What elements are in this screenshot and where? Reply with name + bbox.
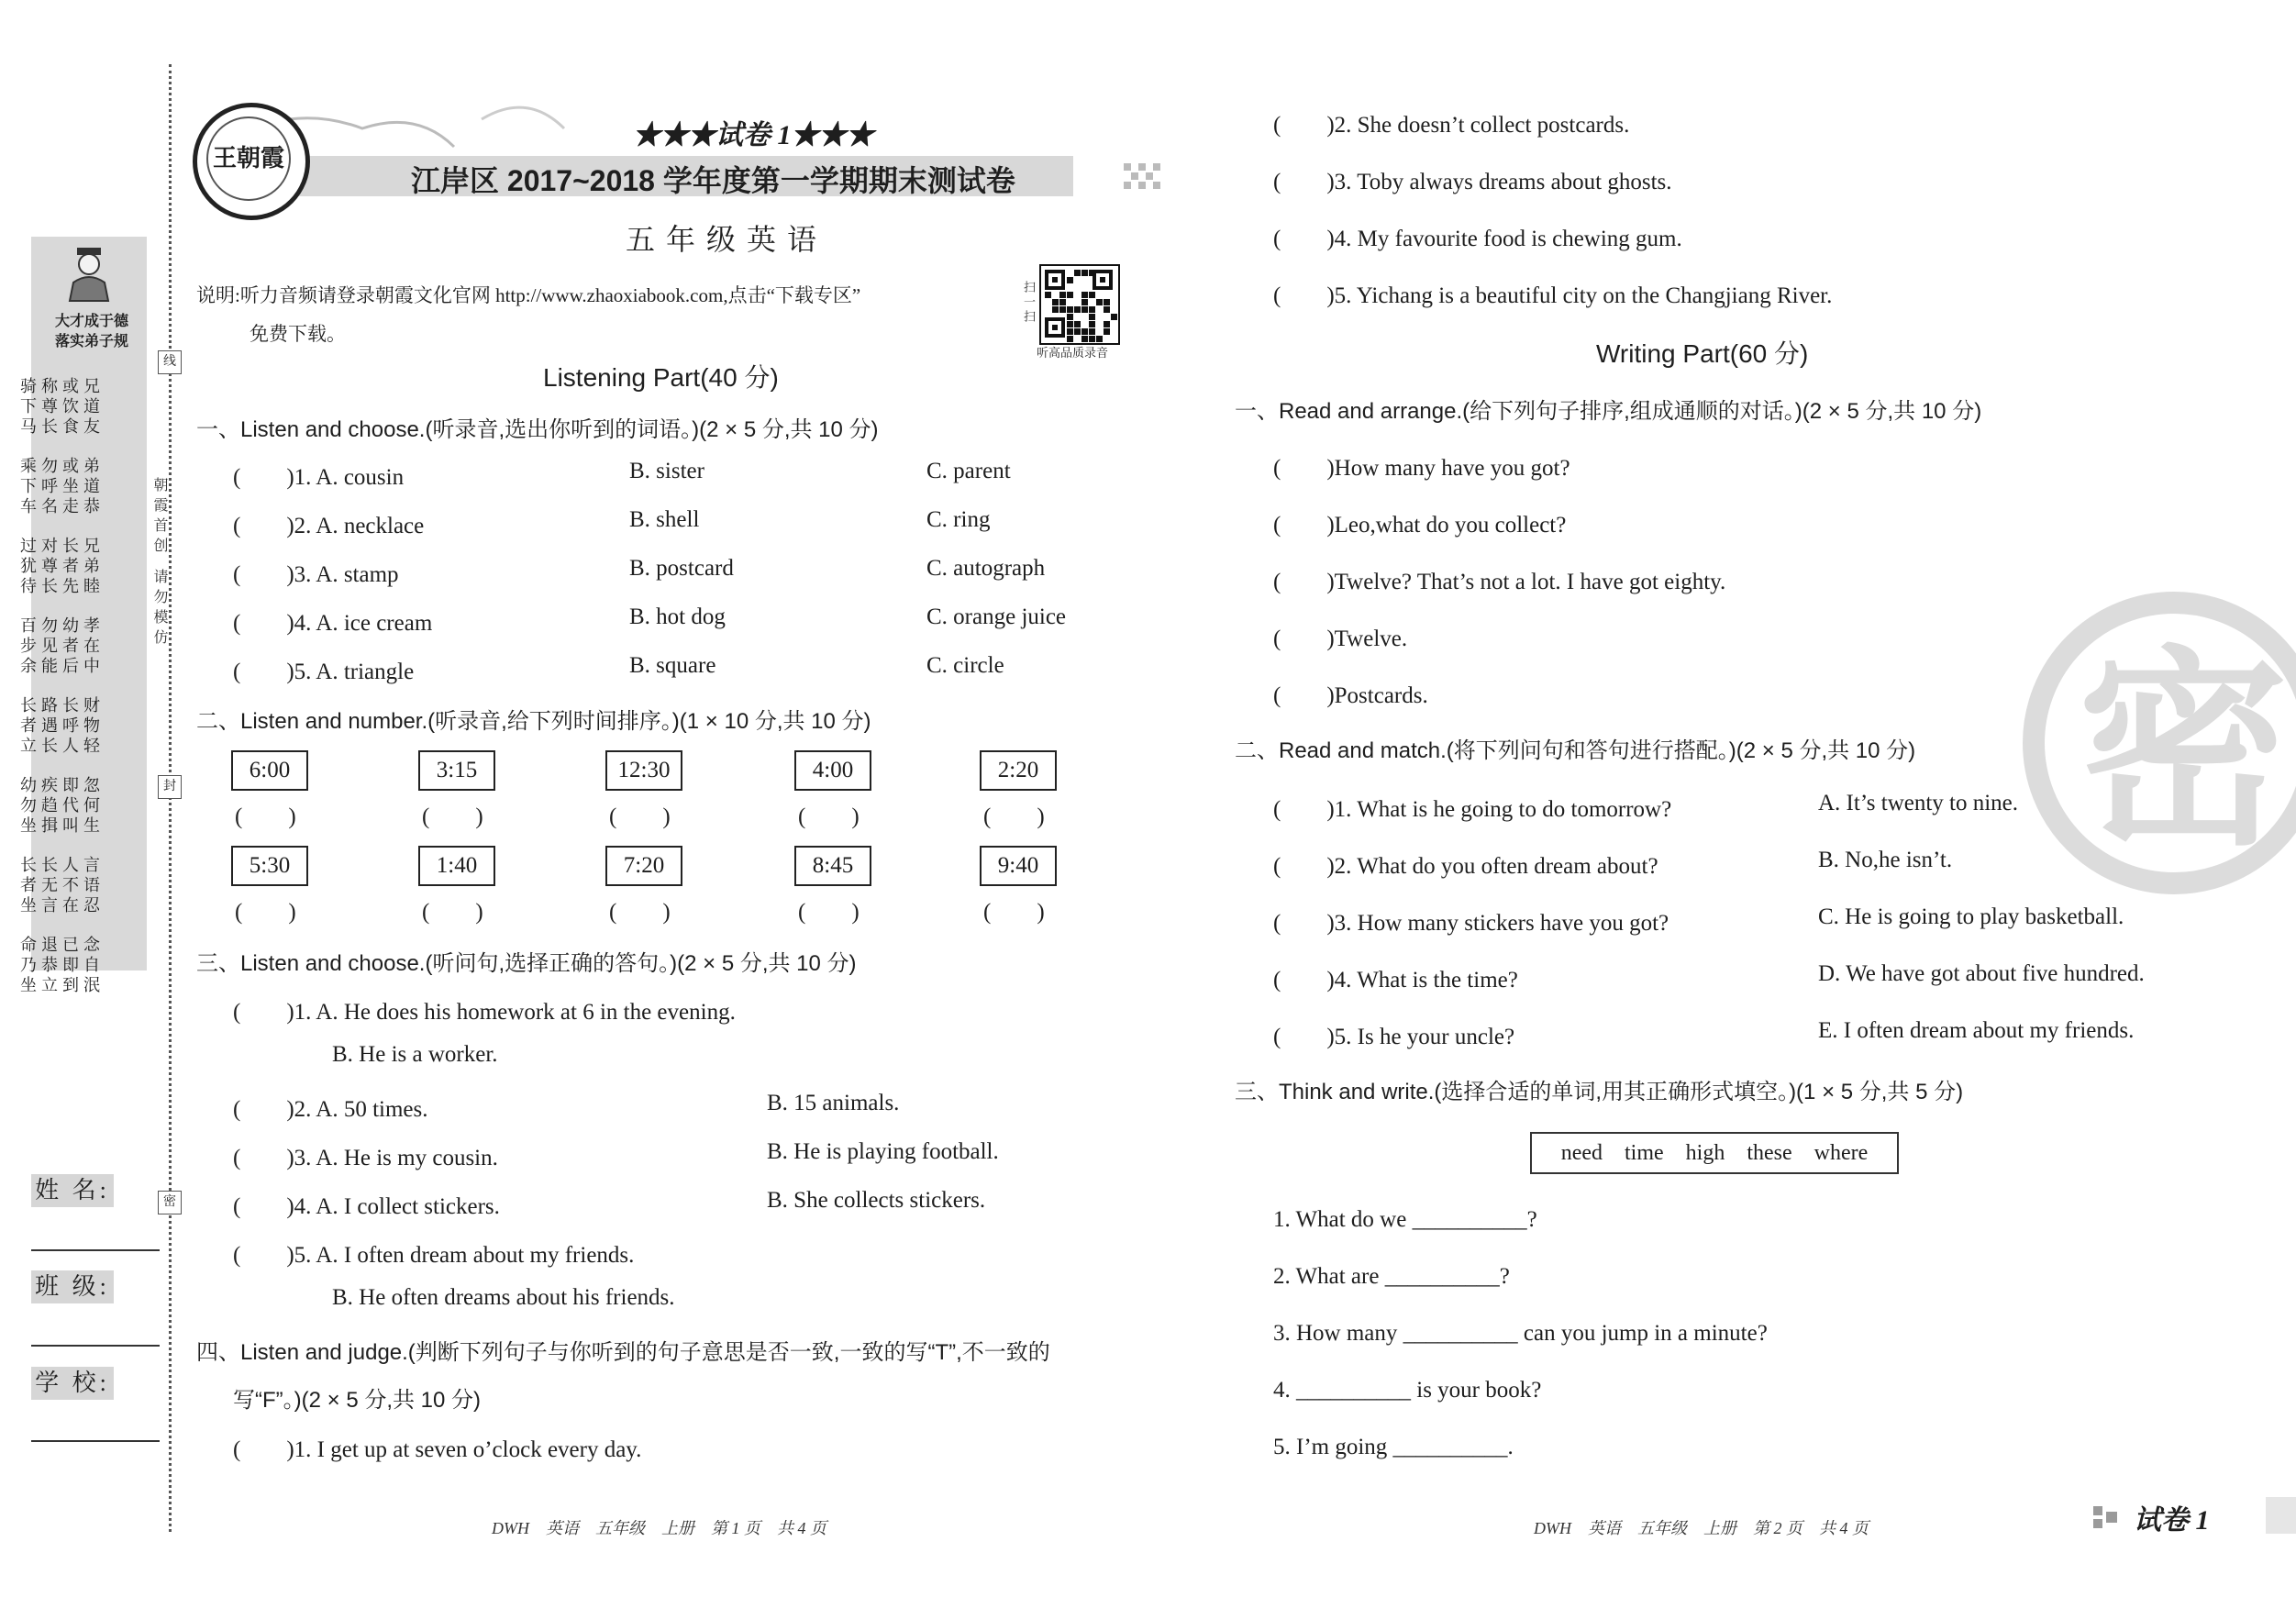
poem-line: 过对长兄 (20, 537, 105, 555)
time-answer-blank[interactable]: ( ) (609, 900, 671, 925)
match-question-3: ( )3. How many stickers have you got? (1273, 911, 1669, 936)
qr-module (1089, 321, 1095, 327)
school-label: 学 校: (31, 1367, 114, 1400)
qr-module (1067, 314, 1073, 320)
qr-module (1104, 321, 1110, 327)
arrange-item: ( )Leo,what do you collect? (1273, 513, 1567, 538)
s1-item-2-option-a: ( )2. A. necklace (233, 514, 425, 538)
scholar-figure (66, 246, 112, 303)
brand-emblem (193, 103, 310, 220)
qr-module (1081, 328, 1088, 335)
s3-q4-option-b: B. She collects stickers. (767, 1188, 986, 1213)
poem-line: 余能后中 (20, 657, 105, 675)
s1-item-3-option-a: ( )3. A. stamp (233, 562, 399, 587)
fill-blank-item-1: 1. What do we __________? (1273, 1207, 1537, 1232)
name-line[interactable] (31, 1249, 160, 1251)
s3-q5-option-a: ( )5. A. I often dream about my friends. (233, 1243, 635, 1268)
poem-line: 马长食友 (20, 417, 105, 436)
poem-line: 坐揖叫生 (20, 816, 105, 835)
section-2-heading: 二、Listen and number.(听录音,给下列时间排序。)(1 × 10 分,共 10 分) (196, 709, 871, 734)
match-question-1: ( )1. What is he going to do tomorrow? (1273, 797, 1672, 822)
poem-line: 待长先睦 (20, 577, 105, 595)
s1-item-1-option-a: ( )1. A. cousin (233, 465, 405, 490)
poem-line: 车名走恭 (20, 497, 105, 516)
time-box: 1:40 (418, 846, 495, 886)
class-label: 班 级: (31, 1270, 114, 1303)
qr-finder (1093, 270, 1113, 290)
corner-square-2 (2106, 1512, 2117, 1523)
s1-item-2-option-b: B. shell (629, 507, 700, 532)
time-box: 6:00 (231, 750, 308, 791)
match-question-2: ( )2. What do you often dream about? (1273, 854, 1658, 879)
qr-module (1067, 277, 1073, 283)
poem-line: 勿趋代何 (20, 796, 105, 815)
qr-code-icon[interactable] (1039, 264, 1120, 345)
s3-q2-option-b: B. 15 animals. (767, 1091, 900, 1115)
match-answer-a: A. It’s twenty to nine. (1818, 791, 2019, 815)
s3-q4-option-a: ( )4. A. I collect stickers. (233, 1194, 500, 1219)
poem-line: 者无不语 (20, 876, 105, 894)
arrange-item: ( )Twelve? That’s not a lot. I have got eighty. (1273, 570, 1726, 594)
s4-item-1: ( )1. I get up at seven o’clock every day. (233, 1437, 642, 1462)
listening-part-title: Listening Part(40 分) (543, 363, 779, 392)
qr-finder (1045, 317, 1065, 338)
name-label: 姓 名: (31, 1174, 114, 1207)
poem-line: 命退已念 (20, 936, 105, 954)
qr-module (1052, 299, 1059, 305)
time-answer-blank[interactable]: ( ) (798, 900, 860, 925)
s1-item-4-option-a: ( )4. A. ice cream (233, 611, 433, 636)
time-answer-blank[interactable]: ( ) (983, 900, 1045, 925)
poem-line: 乃恭即自 (20, 956, 105, 974)
poem-line: 骑称或兄 (20, 377, 105, 395)
fill-blank-item-5: 5. I’m going __________. (1273, 1435, 1514, 1459)
vertical-note-2: 请勿模仿 (151, 569, 167, 649)
time-answer-blank[interactable]: ( ) (609, 804, 671, 829)
left-page-footer: DWH 英语 五年级 上册 第 1 页 共 4 页 (492, 1519, 826, 1537)
qr-module (1089, 292, 1095, 298)
s1-item-1-option-c: C. parent (926, 459, 1011, 483)
qr-module (1081, 299, 1088, 305)
time-box: 7:20 (605, 846, 682, 886)
match-question-5: ( )5. Is he your uncle? (1273, 1025, 1515, 1049)
arrange-item: ( )Postcards. (1273, 683, 1428, 708)
section-4-heading-line-1: 四、Listen and judge.(判断下列句子与你听到的句子意思是否一致,一致的写“T”,不一致的 (196, 1340, 1050, 1365)
s1-item-5-option-c: C. circle (926, 653, 1004, 678)
qr-module (1074, 306, 1081, 313)
poem-line: 犹尊者弟 (20, 557, 105, 575)
qr-module (1067, 321, 1073, 327)
corner-bar (2266, 1497, 2296, 1534)
qr-module (1045, 292, 1051, 298)
fill-blank-item-2: 2. What are __________? (1273, 1264, 1510, 1289)
poem-line: 长长人言 (20, 856, 105, 874)
qr-module (1059, 299, 1066, 305)
corner-square-3 (2093, 1519, 2102, 1528)
qr-module (1089, 336, 1095, 342)
arrange-item: ( )How many have you got? (1273, 456, 1570, 481)
writing-part-title: Writing Part(60 分) (1596, 339, 1809, 368)
qr-module (1074, 328, 1081, 335)
qr-module (1067, 306, 1073, 313)
s1-item-3-option-b: B. postcard (629, 556, 734, 581)
s1-item-4-option-c: C. orange juice (926, 604, 1067, 629)
qr-module (1081, 306, 1088, 313)
qr-module (1074, 321, 1081, 327)
poem-line: 步见者在 (20, 637, 105, 655)
qr-module (1096, 336, 1103, 342)
time-box: 5:30 (231, 846, 308, 886)
school-line[interactable] (31, 1440, 160, 1442)
vertical-note-1: 朝霞首创 (151, 477, 167, 558)
poem-line: 下尊饮道 (20, 397, 105, 416)
poem-line: 坐立到泯 (20, 976, 105, 994)
qr-module (1081, 292, 1088, 298)
time-answer-blank[interactable]: ( ) (983, 804, 1045, 829)
s4-item-3: ( )3. Toby always dreams about ghosts. (1273, 170, 1672, 194)
corner-square-1 (2093, 1506, 2102, 1515)
time-box: 9:40 (980, 846, 1057, 886)
word-bank: need time high these where (1530, 1132, 1899, 1174)
match-answer-d: D. We have got about five hundred. (1818, 961, 2145, 986)
writing-1-heading: 一、Read and arrange.(给下列句子排序,组成通顺的对话。)(2 × 5 分,共 10 分) (1235, 399, 1982, 424)
seal-box-feng: 封 (158, 775, 182, 799)
s1-item-2-option-c: C. ring (926, 507, 991, 532)
section-4-heading-line-2: 写“F”。)(2 × 5 分,共 10 分) (233, 1388, 482, 1413)
qr-module (1081, 336, 1088, 342)
qr-module (1089, 270, 1095, 276)
s3-q5-option-b: B. He often dreams about his friends. (332, 1285, 675, 1310)
s4-item-5: ( )5. Yichang is a beautiful city on the Changjiang River. (1273, 283, 1833, 308)
s1-item-5-option-a: ( )5. A. triangle (233, 660, 415, 684)
writing-3-heading: 三、Think and write.(选择合适的单词,用其正确形式填空。)(1 × 5 分,共 5 分) (1235, 1080, 1964, 1104)
qr-module (1081, 270, 1088, 276)
time-box: 2:20 (980, 750, 1057, 791)
qr-module (1104, 299, 1110, 305)
match-question-4: ( )4. What is the time? (1273, 968, 1518, 993)
qr-module (1096, 299, 1103, 305)
writing-2-heading: 二、Read and match.(将下列问句和答句进行搭配。)(2 × 5 分,共 10 分) (1235, 738, 1916, 763)
page-subtitle: 五 年 级 英 语 (626, 223, 819, 256)
section-3-heading: 三、Listen and choose.(听问句,选择正确的答句。)(2 × 5 分,共 10 分) (196, 951, 857, 976)
time-box: 3:15 (418, 750, 495, 791)
poem-line: 长路长财 (20, 696, 105, 715)
match-answer-b: B. No,he isn’t. (1818, 848, 1953, 872)
qr-module (1067, 336, 1073, 342)
emblem-text: 王朝霞 (212, 145, 284, 172)
qr-module (1052, 306, 1059, 313)
poem-line: 幼疾即忽 (20, 776, 105, 794)
s1-item-5-option-b: B. square (629, 653, 716, 678)
qr-module (1111, 314, 1117, 320)
qr-module (1059, 292, 1066, 298)
confidential-stamp-char: 密 (2077, 629, 2289, 874)
qr-module (1089, 306, 1095, 313)
fill-blank-item-4: 4. __________ is your book? (1273, 1378, 1542, 1403)
poem-line: 立长人轻 (20, 737, 105, 755)
qr-module (1089, 314, 1095, 320)
s3-q3-option-a: ( )3. A. He is my cousin. (233, 1146, 498, 1170)
s4-item-4: ( )4. My favourite food is chewing gum. (1273, 227, 1682, 251)
poem-line: 坐言在忍 (20, 896, 105, 915)
qr-side-text: 扫一扫 (1022, 281, 1036, 325)
right-page-footer: DWH 英语 五年级 上册 第 2 页 共 4 页 (1534, 1519, 1869, 1537)
qr-module (1067, 292, 1073, 298)
motto-line-2: 落实弟子规 (54, 334, 128, 349)
time-box: 12:30 (605, 750, 682, 791)
poem-line: 百勿幼孝 (20, 616, 105, 635)
time-answer-blank[interactable]: ( ) (422, 900, 483, 925)
time-answer-blank[interactable]: ( ) (235, 900, 296, 925)
time-answer-blank[interactable]: ( ) (235, 804, 296, 829)
paper-label: ★★★试卷 1★★★ (633, 120, 874, 150)
qr-module (1104, 306, 1110, 313)
poem-line: 者遇呼物 (20, 716, 105, 735)
class-line[interactable] (31, 1345, 160, 1347)
match-answer-c: C. He is going to play basketball. (1818, 904, 2124, 929)
seal-box-mi: 密 (158, 1191, 182, 1214)
fill-blank-item-3: 3. How many __________ can you jump in a minute? (1273, 1321, 1768, 1346)
s3-q2-option-a: ( )2. A. 50 times. (233, 1097, 428, 1122)
corner-paper-label: 试卷 1 (2134, 1505, 2210, 1536)
section-1-heading: 一、Listen and choose.(听录音,选出你听到的词语。)(2 × 5 分,共 10 分) (196, 417, 879, 442)
time-answer-blank[interactable]: ( ) (798, 804, 860, 829)
match-answer-e: E. I often dream about my friends. (1818, 1018, 2135, 1043)
s3-q1-option-b: B. He is a worker. (332, 1042, 498, 1067)
time-box: 4:00 (794, 750, 871, 791)
time-box: 8:45 (794, 846, 871, 886)
qr-module (1067, 328, 1073, 335)
motto-line-1: 大才成于德 (54, 314, 128, 329)
qr-finder (1045, 270, 1065, 290)
qr-module (1089, 328, 1095, 335)
page-title: 江岸区 2017~2018 学年度第一学期期末测试卷 (411, 164, 1015, 197)
qr-caption: 听高品质录音 (1037, 346, 1109, 360)
note-line-2: 免费下载。 (250, 323, 346, 345)
qr-module (1104, 328, 1110, 335)
time-answer-blank[interactable]: ( ) (422, 804, 483, 829)
note-line-1: 说明:听力音频请登录朝霞文化官网 http://www.zhaoxiabook.com,点击“下载专区” (196, 284, 861, 306)
arrange-item: ( )Twelve. (1273, 627, 1408, 651)
seal-box-xian: 线 (158, 350, 182, 374)
s3-q1-option-a: ( )1. A. He does his homework at 6 in the evening. (233, 1000, 736, 1025)
s3-q3-option-b: B. He is playing football. (767, 1139, 999, 1164)
s1-item-1-option-b: B. sister (629, 459, 704, 483)
s4-item-2: ( )2. She doesn’t collect postcards. (1273, 113, 1630, 138)
poem-line: 下呼坐道 (20, 477, 105, 495)
s1-item-4-option-b: B. hot dog (629, 604, 726, 629)
qr-module (1074, 270, 1081, 276)
qr-module (1059, 306, 1066, 313)
poem-line: 乘勿或弟 (20, 457, 105, 475)
s1-item-3-option-c: C. autograph (926, 556, 1046, 581)
